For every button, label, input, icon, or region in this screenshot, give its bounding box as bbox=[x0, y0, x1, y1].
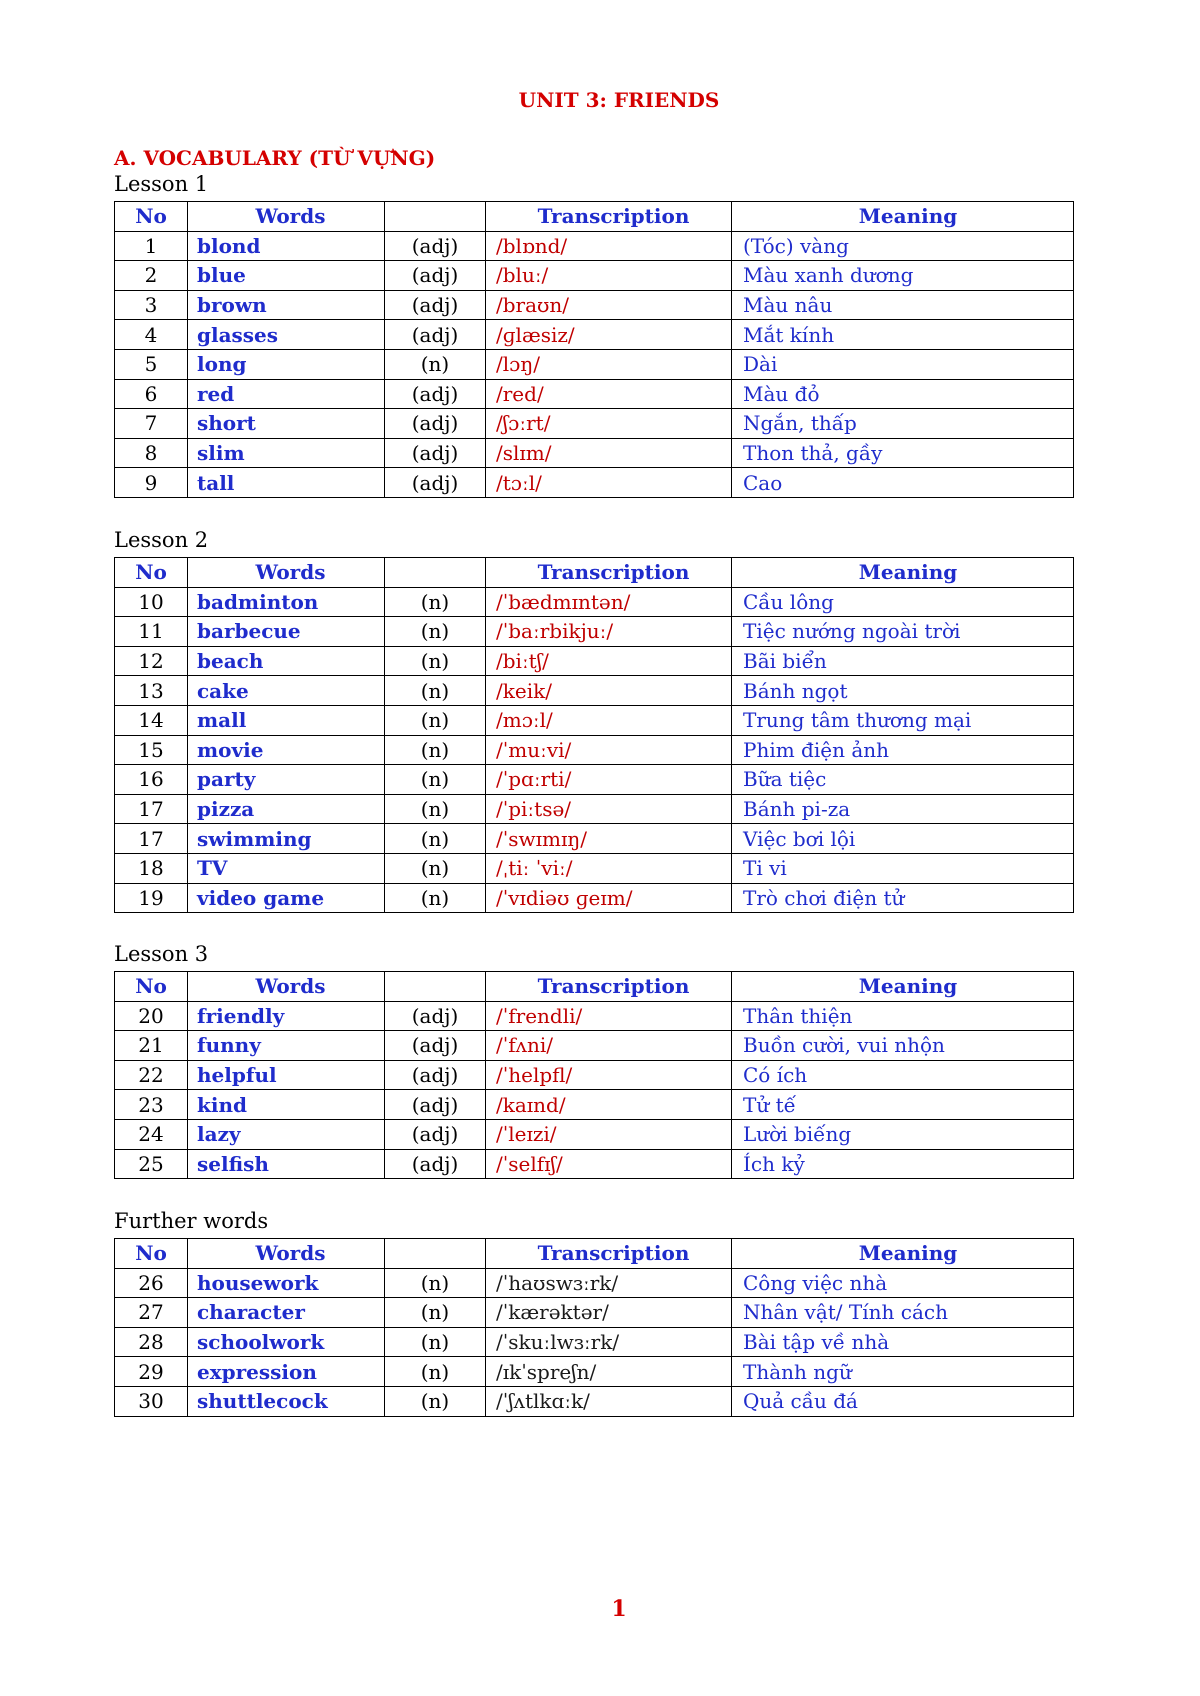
table-row bbox=[115, 468, 1074, 498]
part-of-speech: (adj) bbox=[385, 320, 486, 350]
vocab-word: mall bbox=[188, 705, 385, 735]
row-number: 12 bbox=[115, 646, 188, 676]
vocab-table-lesson-3 bbox=[114, 971, 1074, 1179]
part-of-speech: (n) bbox=[385, 794, 486, 824]
vocab-table-further-words bbox=[114, 1238, 1074, 1417]
part-of-speech: (adj) bbox=[385, 290, 486, 320]
meaning: Mắt kính bbox=[732, 320, 1074, 350]
vocab-word: shuttlecock bbox=[188, 1386, 385, 1416]
header-no: No bbox=[115, 558, 188, 588]
vocab-word: glasses bbox=[188, 320, 385, 350]
row-number: 19 bbox=[115, 883, 188, 913]
table-row bbox=[115, 1268, 1074, 1298]
row-number: 11 bbox=[115, 617, 188, 647]
table-row bbox=[115, 824, 1074, 854]
meaning: Ti vi bbox=[732, 853, 1074, 883]
row-number: 30 bbox=[115, 1386, 188, 1416]
vocab-word: beach bbox=[188, 646, 385, 676]
table-row bbox=[115, 617, 1074, 647]
transcription: /bluː/ bbox=[486, 261, 732, 291]
part-of-speech: (n) bbox=[385, 617, 486, 647]
vocab-word: brown bbox=[188, 290, 385, 320]
page-title: UNIT 3: FRIENDS bbox=[518, 88, 720, 112]
meaning: Tiệc nướng ngoài trời bbox=[732, 617, 1074, 647]
transcription: /kaɪnd/ bbox=[486, 1090, 732, 1120]
table-row bbox=[115, 1031, 1074, 1061]
page-number: 1 bbox=[611, 1596, 627, 1622]
part-of-speech: (n) bbox=[385, 646, 486, 676]
meaning: Tử tế bbox=[732, 1090, 1074, 1120]
header-no: No bbox=[115, 202, 188, 232]
row-number: 28 bbox=[115, 1327, 188, 1357]
header-meaning: Meaning bbox=[732, 202, 1074, 232]
meaning: Phim điện ảnh bbox=[732, 735, 1074, 765]
header-words: Words bbox=[188, 1239, 385, 1269]
meaning: Quả cầu đá bbox=[732, 1386, 1074, 1416]
meaning: Cao bbox=[732, 468, 1074, 498]
transcription: /slɪm/ bbox=[486, 438, 732, 468]
table-row bbox=[115, 231, 1074, 261]
header-words: Words bbox=[188, 202, 385, 232]
transcription: /ˈhaʊswɜːrk/ bbox=[486, 1268, 732, 1298]
row-number: 15 bbox=[115, 735, 188, 765]
vocab-word: barbecue bbox=[188, 617, 385, 647]
vocab-word: pizza bbox=[188, 794, 385, 824]
meaning: Bãi biển bbox=[732, 646, 1074, 676]
part-of-speech: (n) bbox=[385, 1298, 486, 1328]
vocab-word: cake bbox=[188, 676, 385, 706]
transcription: /ˈpɑːrti/ bbox=[486, 765, 732, 795]
table-row bbox=[115, 290, 1074, 320]
part-of-speech: (adj) bbox=[385, 438, 486, 468]
table-row bbox=[115, 646, 1074, 676]
meaning: Bánh pi-za bbox=[732, 794, 1074, 824]
row-number: 10 bbox=[115, 587, 188, 617]
transcription: /mɔːl/ bbox=[486, 705, 732, 735]
meaning: Trò chơi điện tử bbox=[732, 883, 1074, 913]
part-of-speech: (adj) bbox=[385, 468, 486, 498]
section-heading: A. VOCABULARY (TỪ VỰNG) bbox=[114, 146, 436, 170]
table-row bbox=[115, 676, 1074, 706]
part-of-speech: (n) bbox=[385, 1268, 486, 1298]
vocab-word: TV bbox=[188, 853, 385, 883]
part-of-speech: (n) bbox=[385, 587, 486, 617]
row-number: 9 bbox=[115, 468, 188, 498]
row-number: 24 bbox=[115, 1119, 188, 1149]
table-row bbox=[115, 1357, 1074, 1387]
vocab-word: red bbox=[188, 379, 385, 409]
header-meaning: Meaning bbox=[732, 1239, 1074, 1269]
part-of-speech: (adj) bbox=[385, 1060, 486, 1090]
part-of-speech: (adj) bbox=[385, 1149, 486, 1179]
transcription: /ˈbædmɪntən/ bbox=[486, 587, 732, 617]
part-of-speech: (n) bbox=[385, 1386, 486, 1416]
part-of-speech: (adj) bbox=[385, 379, 486, 409]
lesson-label: Lesson 3 bbox=[114, 942, 209, 966]
table-row bbox=[115, 705, 1074, 735]
meaning: (Tóc) vàng bbox=[732, 231, 1074, 261]
part-of-speech: (adj) bbox=[385, 1090, 486, 1120]
lesson-label: Further words bbox=[114, 1209, 269, 1233]
vocab-word: party bbox=[188, 765, 385, 795]
row-number: 7 bbox=[115, 409, 188, 439]
meaning: Ích kỷ bbox=[732, 1149, 1074, 1179]
vocab-word: blue bbox=[188, 261, 385, 291]
vocab-word: slim bbox=[188, 438, 385, 468]
header-pos bbox=[385, 558, 486, 588]
part-of-speech: (adj) bbox=[385, 1001, 486, 1031]
row-number: 20 bbox=[115, 1001, 188, 1031]
transcription: /ɡlæsiz/ bbox=[486, 320, 732, 350]
table-row bbox=[115, 1001, 1074, 1031]
transcription: /ˈskuːlwɜːrk/ bbox=[486, 1327, 732, 1357]
table-row bbox=[115, 320, 1074, 350]
transcription: /ɪkˈspreʃn/ bbox=[486, 1357, 732, 1387]
transcription: /biːtʃ/ bbox=[486, 646, 732, 676]
header-meaning: Meaning bbox=[732, 558, 1074, 588]
row-number: 23 bbox=[115, 1090, 188, 1120]
transcription: /ˈʃʌtlkɑːk/ bbox=[486, 1386, 732, 1416]
vocab-table-lesson-1 bbox=[114, 201, 1074, 498]
header-pos bbox=[385, 1239, 486, 1269]
table-row bbox=[115, 587, 1074, 617]
vocab-word: movie bbox=[188, 735, 385, 765]
header-pos bbox=[385, 972, 486, 1002]
table-row bbox=[115, 1060, 1074, 1090]
table-header-row bbox=[115, 202, 1074, 232]
table-row bbox=[115, 1149, 1074, 1179]
meaning: Ngắn, thấp bbox=[732, 409, 1074, 439]
table-row bbox=[115, 1119, 1074, 1149]
table-row bbox=[115, 438, 1074, 468]
part-of-speech: (n) bbox=[385, 349, 486, 379]
part-of-speech: (n) bbox=[385, 705, 486, 735]
vocab-word: long bbox=[188, 349, 385, 379]
vocab-table-lesson-2 bbox=[114, 557, 1074, 913]
header-transcription: Transcription bbox=[486, 202, 732, 232]
header-meaning: Meaning bbox=[732, 972, 1074, 1002]
transcription: /ˈfʌni/ bbox=[486, 1031, 732, 1061]
row-number: 16 bbox=[115, 765, 188, 795]
vocab-word: tall bbox=[188, 468, 385, 498]
row-number: 6 bbox=[115, 379, 188, 409]
table-header-row bbox=[115, 1239, 1074, 1269]
row-number: 29 bbox=[115, 1357, 188, 1387]
meaning: Màu xanh dương bbox=[732, 261, 1074, 291]
table-row bbox=[115, 883, 1074, 913]
meaning: Thành ngữ bbox=[732, 1357, 1074, 1387]
transcription: /ˈswɪmɪŋ/ bbox=[486, 824, 732, 854]
transcription: /ˈselfɪʃ/ bbox=[486, 1149, 732, 1179]
transcription: /ˈvɪdiəʊ ɡeɪm/ bbox=[486, 883, 732, 913]
meaning: Công việc nhà bbox=[732, 1268, 1074, 1298]
transcription: /tɔːl/ bbox=[486, 468, 732, 498]
lesson-label: Lesson 2 bbox=[114, 528, 209, 552]
table-row bbox=[115, 1298, 1074, 1328]
meaning: Bữa tiệc bbox=[732, 765, 1074, 795]
table-row bbox=[115, 853, 1074, 883]
vocab-word: lazy bbox=[188, 1119, 385, 1149]
vocab-word: kind bbox=[188, 1090, 385, 1120]
meaning: Cầu lông bbox=[732, 587, 1074, 617]
row-number: 1 bbox=[115, 231, 188, 261]
part-of-speech: (adj) bbox=[385, 409, 486, 439]
transcription: /ˈfrendli/ bbox=[486, 1001, 732, 1031]
header-no: No bbox=[115, 972, 188, 1002]
transcription: /ˈkærəktər/ bbox=[486, 1298, 732, 1328]
part-of-speech: (n) bbox=[385, 1357, 486, 1387]
part-of-speech: (adj) bbox=[385, 1119, 486, 1149]
table-row bbox=[115, 1386, 1074, 1416]
header-transcription: Transcription bbox=[486, 558, 732, 588]
row-number: 21 bbox=[115, 1031, 188, 1061]
meaning: Lười biếng bbox=[732, 1119, 1074, 1149]
transcription: /ʃɔːrt/ bbox=[486, 409, 732, 439]
transcription: /ˌtiː ˈviː/ bbox=[486, 853, 732, 883]
transcription: /braʊn/ bbox=[486, 290, 732, 320]
vocab-word: funny bbox=[188, 1031, 385, 1061]
transcription: /red/ bbox=[486, 379, 732, 409]
table-row bbox=[115, 409, 1074, 439]
part-of-speech: (n) bbox=[385, 765, 486, 795]
meaning: Thân thiện bbox=[732, 1001, 1074, 1031]
table-header-row bbox=[115, 972, 1074, 1002]
row-number: 26 bbox=[115, 1268, 188, 1298]
row-number: 27 bbox=[115, 1298, 188, 1328]
transcription: /ˈbaːrbikjuː/ bbox=[486, 617, 732, 647]
part-of-speech: (n) bbox=[385, 883, 486, 913]
vocab-word: video game bbox=[188, 883, 385, 913]
vocab-word: selfish bbox=[188, 1149, 385, 1179]
vocab-word: blond bbox=[188, 231, 385, 261]
table-row bbox=[115, 261, 1074, 291]
transcription: /blɒnd/ bbox=[486, 231, 732, 261]
vocab-word: character bbox=[188, 1298, 385, 1328]
table-row bbox=[115, 1327, 1074, 1357]
row-number: 5 bbox=[115, 349, 188, 379]
row-number: 3 bbox=[115, 290, 188, 320]
transcription: /ˈpiːtsə/ bbox=[486, 794, 732, 824]
meaning: Thon thả, gầy bbox=[732, 438, 1074, 468]
transcription: /ˈhelpfl/ bbox=[486, 1060, 732, 1090]
part-of-speech: (n) bbox=[385, 853, 486, 883]
table-row bbox=[115, 379, 1074, 409]
part-of-speech: (adj) bbox=[385, 1031, 486, 1061]
table-row bbox=[115, 735, 1074, 765]
table-row bbox=[115, 1090, 1074, 1120]
row-number: 4 bbox=[115, 320, 188, 350]
vocab-word: friendly bbox=[188, 1001, 385, 1031]
row-number: 14 bbox=[115, 705, 188, 735]
meaning: Dài bbox=[732, 349, 1074, 379]
vocab-word: housework bbox=[188, 1268, 385, 1298]
header-words: Words bbox=[188, 972, 385, 1002]
vocab-word: helpful bbox=[188, 1060, 385, 1090]
header-pos bbox=[385, 202, 486, 232]
header-no: No bbox=[115, 1239, 188, 1269]
meaning: Việc bơi lội bbox=[732, 824, 1074, 854]
row-number: 22 bbox=[115, 1060, 188, 1090]
vocab-word: expression bbox=[188, 1357, 385, 1387]
header-transcription: Transcription bbox=[486, 972, 732, 1002]
table-row bbox=[115, 794, 1074, 824]
meaning: Bài tập về nhà bbox=[732, 1327, 1074, 1357]
row-number: 13 bbox=[115, 676, 188, 706]
meaning: Màu đỏ bbox=[732, 379, 1074, 409]
vocab-word: swimming bbox=[188, 824, 385, 854]
part-of-speech: (adj) bbox=[385, 231, 486, 261]
transcription: /ˈmuːvi/ bbox=[486, 735, 732, 765]
header-transcription: Transcription bbox=[486, 1239, 732, 1269]
table-header-row bbox=[115, 558, 1074, 588]
row-number: 25 bbox=[115, 1149, 188, 1179]
vocab-word: badminton bbox=[188, 587, 385, 617]
transcription: /keik/ bbox=[486, 676, 732, 706]
part-of-speech: (n) bbox=[385, 1327, 486, 1357]
row-number: 8 bbox=[115, 438, 188, 468]
header-words: Words bbox=[188, 558, 385, 588]
vocab-word: schoolwork bbox=[188, 1327, 385, 1357]
meaning: Màu nâu bbox=[732, 290, 1074, 320]
meaning: Có ích bbox=[732, 1060, 1074, 1090]
transcription: /lɔŋ/ bbox=[486, 349, 732, 379]
table-row bbox=[115, 349, 1074, 379]
row-number: 2 bbox=[115, 261, 188, 291]
part-of-speech: (n) bbox=[385, 676, 486, 706]
meaning: Bánh ngọt bbox=[732, 676, 1074, 706]
vocab-word: short bbox=[188, 409, 385, 439]
row-number: 17 bbox=[115, 824, 188, 854]
transcription: /ˈleɪzi/ bbox=[486, 1119, 732, 1149]
row-number: 17 bbox=[115, 794, 188, 824]
meaning: Nhân vật/ Tính cách bbox=[732, 1298, 1074, 1328]
table-row bbox=[115, 765, 1074, 795]
meaning: Trung tâm thương mại bbox=[732, 705, 1074, 735]
lesson-label: Lesson 1 bbox=[114, 172, 209, 196]
part-of-speech: (n) bbox=[385, 824, 486, 854]
row-number: 18 bbox=[115, 853, 188, 883]
meaning: Buồn cười, vui nhộn bbox=[732, 1031, 1074, 1061]
part-of-speech: (adj) bbox=[385, 261, 486, 291]
part-of-speech: (n) bbox=[385, 735, 486, 765]
